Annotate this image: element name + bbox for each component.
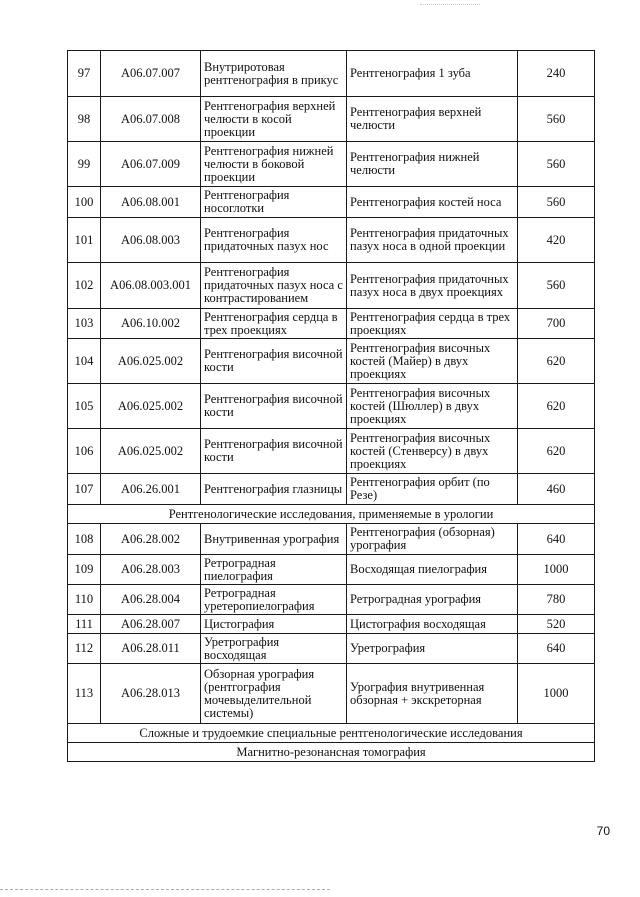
- service-code: A06.28.011: [101, 634, 201, 664]
- service-name: Цистография: [201, 615, 347, 634]
- service-name: Рентгенография нижней челюсти в боковой проекции: [201, 142, 347, 187]
- page-number: 70: [596, 824, 610, 838]
- row-number: 108: [68, 524, 101, 555]
- service-name: Рентгенография височной кости: [201, 429, 347, 474]
- service-description: Восходящая пиелография: [347, 555, 518, 585]
- service-code: A06.025.002: [101, 384, 201, 429]
- service-code: A06.28.013: [101, 664, 201, 724]
- service-description: Рентгенография (обзорная) урография: [347, 524, 518, 555]
- service-price: 640: [518, 524, 595, 555]
- service-price: 420: [518, 218, 595, 263]
- service-description: Рентгенография сердца в трех проекциях: [347, 309, 518, 339]
- table-row: [68, 263, 595, 309]
- service-code: A06.28.007: [101, 615, 201, 634]
- service-price: 700: [518, 309, 595, 339]
- service-code: A06.07.008: [101, 97, 201, 142]
- table-row: [68, 474, 595, 505]
- service-code: A06.28.002: [101, 524, 201, 555]
- service-description: Рентгенография придаточных пазух носа в одной проекции: [347, 218, 518, 263]
- row-number: 99: [68, 142, 101, 187]
- section-row-mri: [68, 743, 595, 762]
- row-number: 104: [68, 339, 101, 384]
- service-price: 1000: [518, 664, 595, 724]
- service-price: 520: [518, 615, 595, 634]
- service-name: Рентгенография височной кости: [201, 339, 347, 384]
- service-description: Рентгенография костей носа: [347, 187, 518, 218]
- service-code: A06.28.004: [101, 585, 201, 615]
- row-number: 105: [68, 384, 101, 429]
- service-name: Внутриротовая рентгенография в прикус: [201, 51, 347, 97]
- scan-artifact: [420, 4, 480, 5]
- row-number: 106: [68, 429, 101, 474]
- service-description: Рентгенография нижней челюсти: [347, 142, 518, 187]
- service-name: Рентгенография придаточных пазух нос: [201, 218, 347, 263]
- service-price: 460: [518, 474, 595, 505]
- table-row: [68, 634, 595, 664]
- table-row: [68, 142, 595, 187]
- row-number: 101: [68, 218, 101, 263]
- service-name: Ретроградная пиелография: [201, 555, 347, 585]
- section-row-complex: [68, 724, 595, 743]
- service-price: 560: [518, 97, 595, 142]
- service-price: 560: [518, 142, 595, 187]
- service-code: A06.26.001: [101, 474, 201, 505]
- service-price: 620: [518, 384, 595, 429]
- table-row: [68, 615, 595, 634]
- service-price: 560: [518, 263, 595, 309]
- row-number: 113: [68, 664, 101, 724]
- service-description: Рентгенография височных костей (Майер) в двух проекциях: [347, 339, 518, 384]
- service-name: Обзорная урография (рентгография мочевыделительной системы): [201, 664, 347, 724]
- service-code: A06.08.003: [101, 218, 201, 263]
- service-description: Ретроградная урография: [347, 585, 518, 615]
- service-description: Рентгенография придаточных пазух носа в двух проекциях: [347, 263, 518, 309]
- table-row: [68, 384, 595, 429]
- service-name: Внутривенная урография: [201, 524, 347, 555]
- service-name: Рентгенография верхней челюсти в косой проекции: [201, 97, 347, 142]
- service-name: Рентгенография придаточных пазух носа с контрастированием: [201, 263, 347, 309]
- service-name: Рентгенография носоглотки: [201, 187, 347, 218]
- table-row: [68, 309, 595, 339]
- table-row: [68, 97, 595, 142]
- service-description: Рентгенография 1 зуба: [347, 51, 518, 97]
- row-number: 100: [68, 187, 101, 218]
- service-code: A06.025.002: [101, 339, 201, 384]
- row-number: 109: [68, 555, 101, 585]
- service-code: A06.025.002: [101, 429, 201, 474]
- table-row: [68, 339, 595, 384]
- service-code: A06.08.003.001: [101, 263, 201, 309]
- service-description: Урография внутривенная обзорная + экскреторная: [347, 664, 518, 724]
- service-description: Рентгенография верхней челюсти: [347, 97, 518, 142]
- service-description: Цистография восходящая: [347, 615, 518, 634]
- service-code: A06.07.007: [101, 51, 201, 97]
- service-price: 780: [518, 585, 595, 615]
- service-code: A06.10.002: [101, 309, 201, 339]
- service-price: 1000: [518, 555, 595, 585]
- service-name: Ретроградная уретеропиелография: [201, 585, 347, 615]
- table-row: [68, 524, 595, 555]
- service-price: 640: [518, 634, 595, 664]
- table-row: [68, 187, 595, 218]
- service-price: 560: [518, 187, 595, 218]
- service-name: Рентгенография глазницы: [201, 474, 347, 505]
- service-price: 620: [518, 339, 595, 384]
- table-row: [68, 664, 595, 724]
- footer-line: [0, 889, 330, 890]
- service-name: Рентгенография височной кости: [201, 384, 347, 429]
- service-price: 620: [518, 429, 595, 474]
- service-description: Уретрография: [347, 634, 518, 664]
- section-row-urology: [68, 505, 595, 524]
- service-code: A06.08.001: [101, 187, 201, 218]
- table-row: [68, 51, 595, 97]
- row-number: 102: [68, 263, 101, 309]
- table-row: [68, 585, 595, 615]
- row-number: 97: [68, 51, 101, 97]
- service-name: Рентгенография сердца в трех проекциях: [201, 309, 347, 339]
- row-number: 98: [68, 97, 101, 142]
- service-description: Рентгенография височных костей (Шюллер) в двух проекциях: [347, 384, 518, 429]
- table-row: [68, 429, 595, 474]
- row-number: 110: [68, 585, 101, 615]
- service-price: 240: [518, 51, 595, 97]
- section-heading: Сложные и трудоемкие специальные рентгенологические исследования: [68, 724, 595, 743]
- service-description: Рентгенография орбит (по Резе): [347, 474, 518, 505]
- section-heading: Магнитно-резонансная томография: [68, 743, 595, 762]
- table-row: [68, 218, 595, 263]
- price-table: [67, 50, 595, 762]
- table-row: [68, 555, 595, 585]
- service-name: Уретрография восходящая: [201, 634, 347, 664]
- row-number: 112: [68, 634, 101, 664]
- row-number: 111: [68, 615, 101, 634]
- section-heading: Рентгенологические исследования, применяемые в урологии: [68, 505, 595, 524]
- service-code: A06.07.009: [101, 142, 201, 187]
- service-code: A06.28.003: [101, 555, 201, 585]
- row-number: 103: [68, 309, 101, 339]
- service-description: Рентгенография височных костей (Стенверсу) в двух проекциях: [347, 429, 518, 474]
- row-number: 107: [68, 474, 101, 505]
